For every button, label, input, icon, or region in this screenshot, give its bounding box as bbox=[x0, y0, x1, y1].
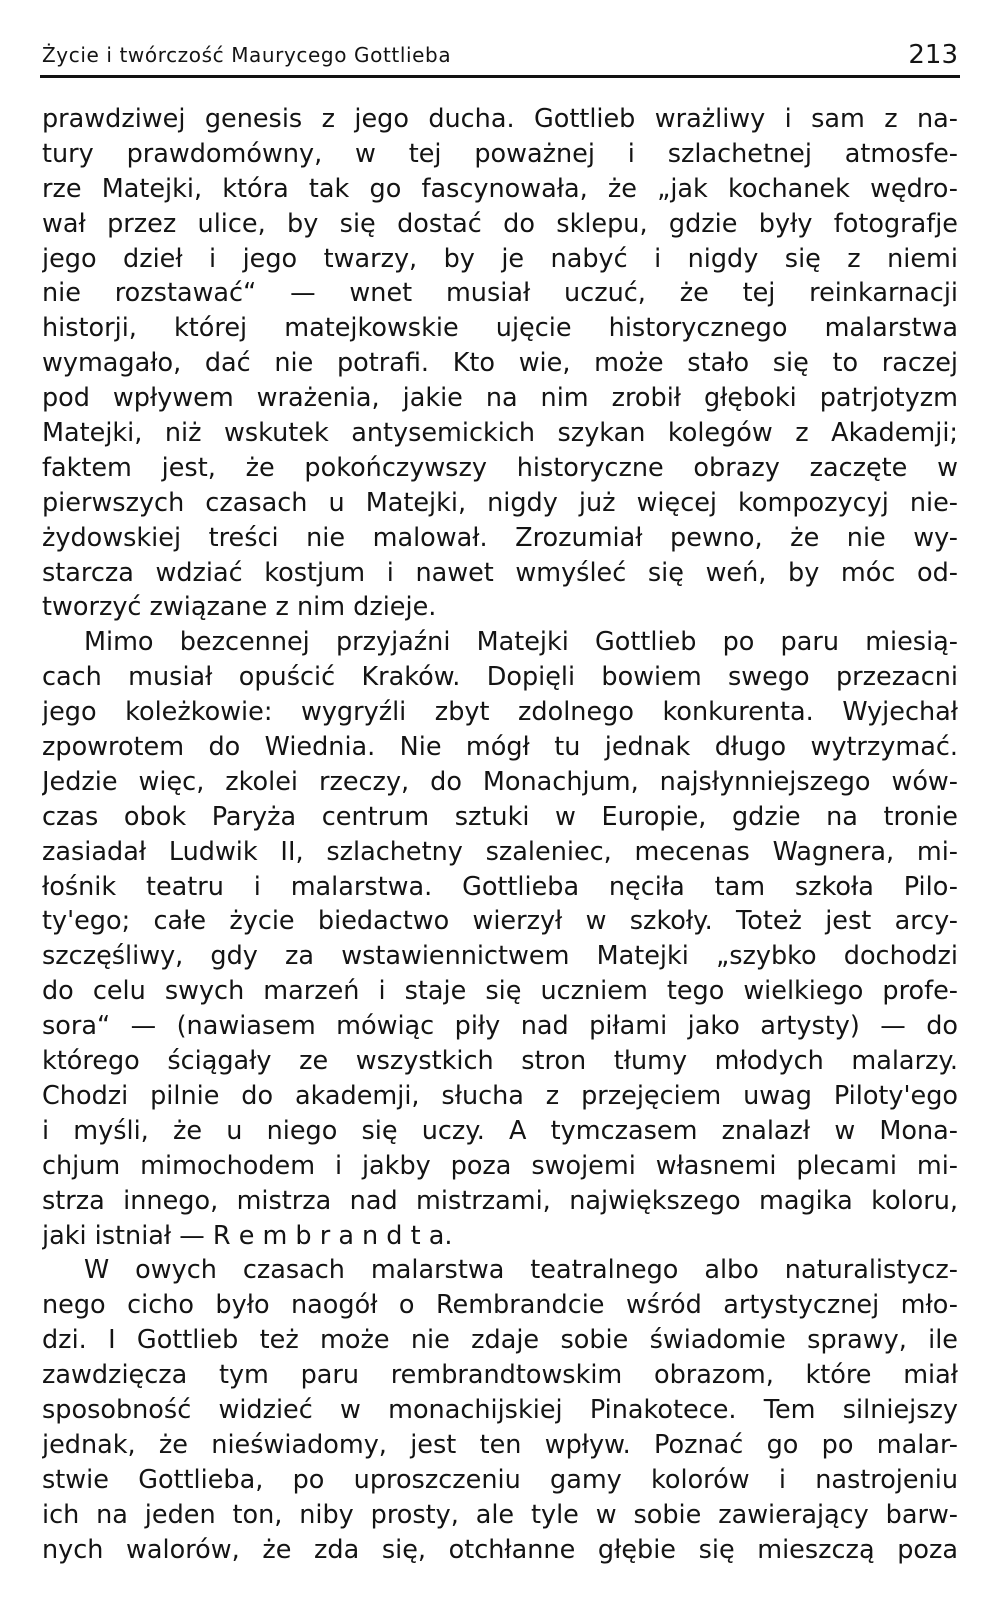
text-line: chjum mimochodem i jakby poza swojemi własnemi plecami mi- bbox=[42, 1150, 958, 1181]
page-number: 213 bbox=[908, 40, 958, 70]
text-line: jego koleżkowie: wygryźli zbyt zdolnego konkurenta. Wyjechał bbox=[42, 697, 958, 728]
text-line: Jedzie więc, zkolei rzeczy, do Monachjum, najsłynniejszego wów- bbox=[42, 766, 958, 797]
text-line: i myśli, że u niego się uczy. A tymczasem znalazł w Mona- bbox=[42, 1115, 958, 1146]
running-header bbox=[42, 38, 958, 78]
running-title: Życie i twórczość Maurycego Gottlieba bbox=[42, 43, 452, 67]
header-rule bbox=[40, 75, 960, 78]
text-line: nych walorów, że zda się, otchłanne głębie się mieszczą poza bbox=[42, 1534, 958, 1565]
text-line: wymagało, dać nie potrafi. Kto wie, może stało się to raczej bbox=[42, 348, 958, 379]
text-line: nie rozstawać“ — wnet musiał uczuć, że tej reinkarnacji bbox=[42, 278, 958, 309]
text-line: ty'ego; całe życie biedactwo wierzył w szkoły. Toteż jest arcy- bbox=[42, 906, 958, 937]
text-line: dzi. I Gottlieb też może nie zdaje sobie świadomie sprawy, ile bbox=[42, 1325, 958, 1356]
text-line: sposobność widzieć w monachijskiej Pinakotece. Tem silniejszy bbox=[42, 1394, 958, 1425]
paragraph-end-line: jaki istniał — R e m b r a n d t a. bbox=[42, 1220, 453, 1251]
text-line: prawdziwej genesis z jego ducha. Gottlieb wrażliwy i sam z na- bbox=[42, 104, 958, 134]
paragraph-end-line: tworzyć związane z nim dzieje. bbox=[42, 592, 437, 623]
text-line: czas obok Paryża centrum sztuki w Europie, gdzie na tronie bbox=[42, 801, 958, 832]
text-line: którego ściągały ze wszystkich stron tłumy młodych malarzy. bbox=[42, 1046, 958, 1077]
text-line: cach musiał opuścić Kraków. Dopięli bowiem swego przezacni bbox=[42, 662, 958, 693]
text-line: pod wpływem wrażenia, jakie na nim zrobił głęboki patrjotyzm bbox=[42, 383, 958, 414]
text-line: łośnik teatru i malarstwa. Gottlieba nęciła tam szkoła Pilo- bbox=[42, 871, 958, 902]
text-line: starcza wdziać kostjum i nawet wmyśleć się weń, by móc od- bbox=[42, 557, 958, 588]
text-line: Matejki, niż wskutek antysemickich szykan kolegów z Akademji; bbox=[42, 418, 958, 449]
text-line: nego cicho było naogół o Rembrandcie wśród artystycznej mło- bbox=[42, 1290, 958, 1321]
text-line: zpowrotem do Wiednia. Nie mógł tu jednak długo wytrzymać. bbox=[42, 732, 958, 763]
text-line: jednak, że nieświadomy, jest ten wpływ. Poznać go po malar- bbox=[42, 1429, 958, 1460]
text-line: zawdzięcza tym paru rembrandtowskim obrazom, które miał bbox=[42, 1360, 958, 1391]
body-text bbox=[42, 102, 958, 1567]
text-line: jego dzieł i jego twarzy, by je nabyć i nigdy się z niemi bbox=[42, 243, 958, 274]
text-line: ich na jeden ton, niby prosty, ale tyle w sobie zawierający barw- bbox=[42, 1499, 958, 1530]
text-line: Chodzi pilnie do akademji, słucha z przejęciem uwag Piloty'ego bbox=[42, 1080, 958, 1111]
paragraph-start-line: Mimo bezcennej przyjaźni Matejki Gottlieb po paru miesią- bbox=[84, 627, 958, 658]
text-line: do celu swych marzeń i staje się uczniem tego wielkiego profe- bbox=[42, 976, 958, 1007]
text-line: stwie Gottlieba, po uproszczeniu gamy kolorów i nastrojeniu bbox=[42, 1464, 958, 1495]
text-line: szczęśliwy, gdy za wstawiennictwem Matejki „szybko dochodzi bbox=[42, 941, 958, 972]
text-line: sora“ — (nawiasem mówiąc piły nad piłami jako artysty) — do bbox=[42, 1011, 958, 1042]
text-line: strza innego, mistrza nad mistrzami, największego magika koloru, bbox=[42, 1185, 958, 1216]
text-line: historji, której matejkowskie ujęcie historycznego malarstwa bbox=[42, 313, 958, 344]
text-line: wał przez ulice, by się dostać do sklepu, gdzie były fotografje bbox=[42, 208, 958, 239]
text-line: zasiadał Ludwik II, szlachetny szaleniec, mecenas Wagnera, mi- bbox=[42, 836, 958, 867]
text-line: pierwszych czasach u Matejki, nigdy już więcej kompozycyj nie- bbox=[42, 487, 958, 518]
text-line: rze Matejki, która tak go fascynowała, że „jak kochanek wędro- bbox=[42, 173, 958, 204]
text-line: faktem jest, że pokończywszy historyczne obrazy zaczęte w bbox=[42, 452, 958, 483]
text-line: żydowskiej treści nie malował. Zrozumiał pewno, że nie wy- bbox=[42, 522, 958, 553]
text-line: tury prawdomówny, w tej poważnej i szlachetnej atmosfe- bbox=[42, 138, 958, 169]
paragraph-start-line: W owych czasach malarstwa teatralnego albo naturalistycz- bbox=[84, 1255, 958, 1286]
